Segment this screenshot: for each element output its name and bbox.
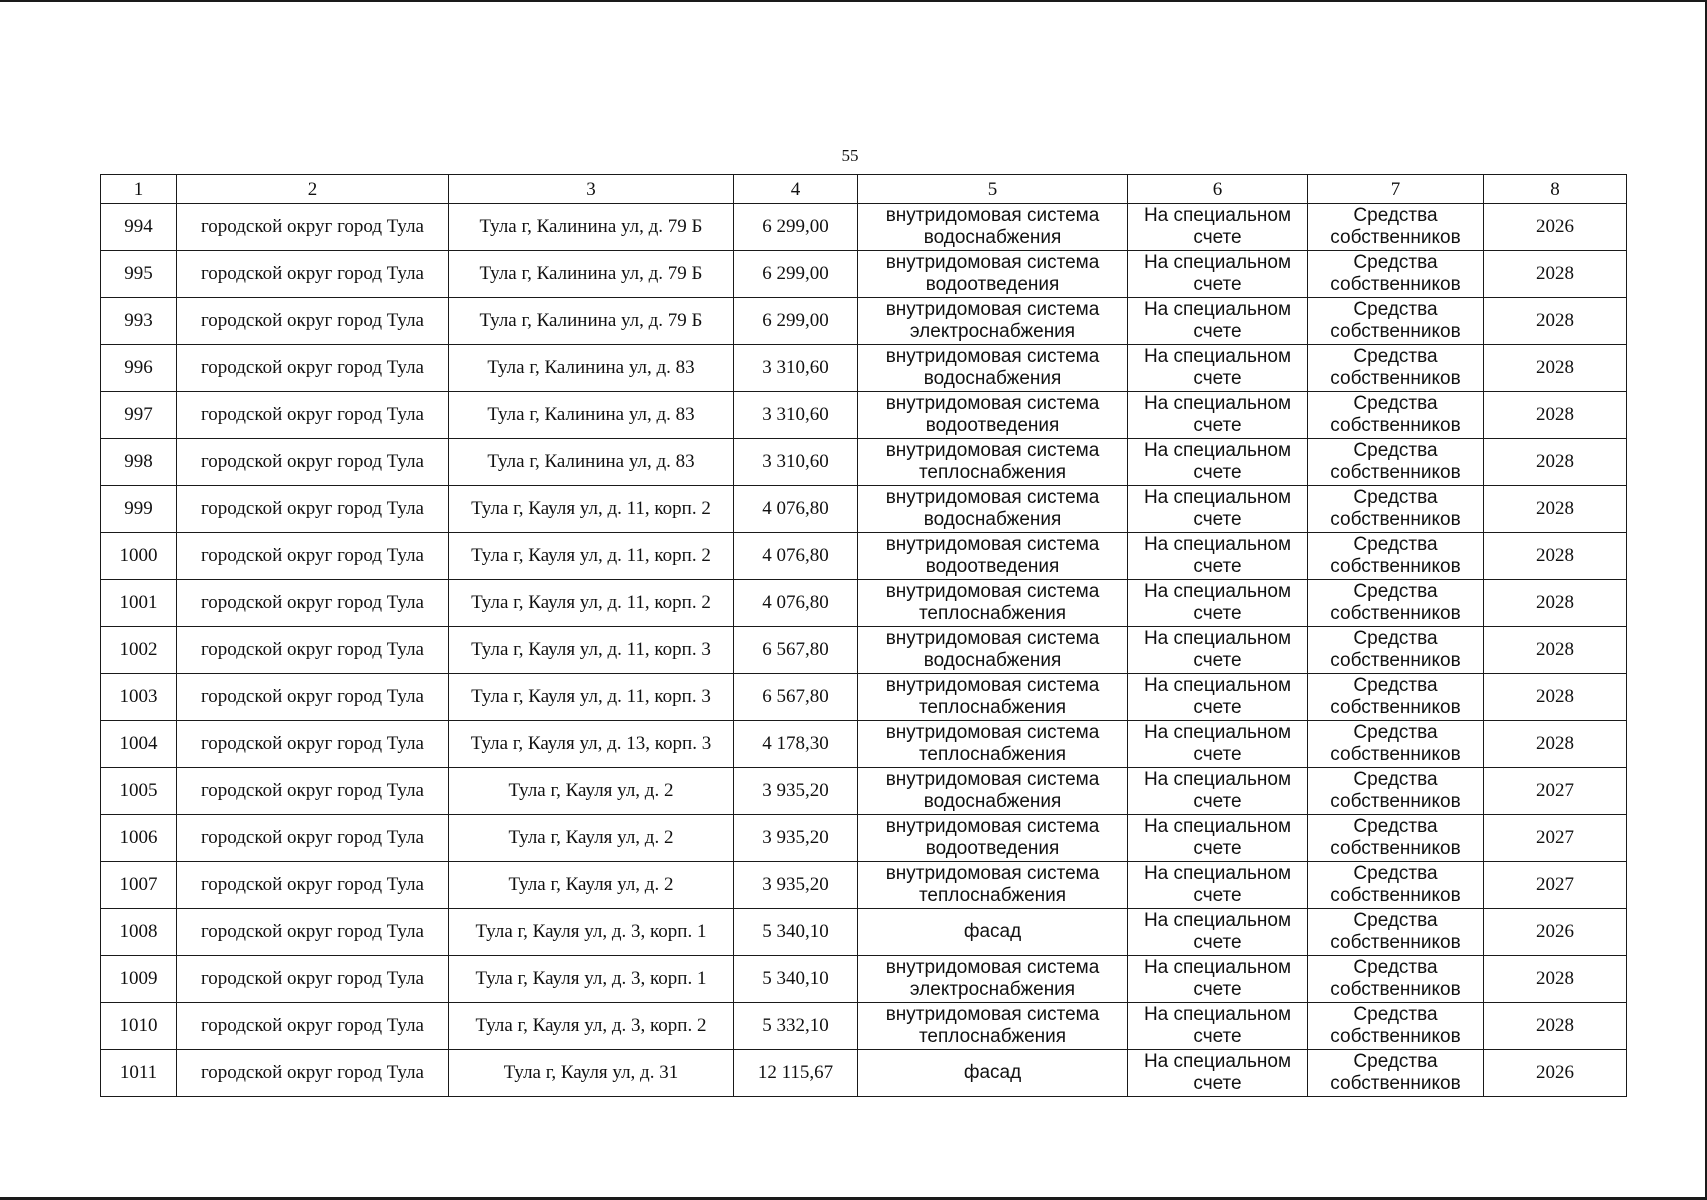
row-number: 1000 (101, 533, 177, 580)
account-line: На специальном (1143, 722, 1292, 744)
table-row (101, 204, 1627, 251)
system-line: водоснабжения (923, 791, 1062, 812)
account-cell (1128, 627, 1308, 674)
system-line: водоотведения (925, 556, 1060, 577)
municipality-cell: городской округ город Тула (177, 768, 449, 815)
year-cell: 2028 (1484, 627, 1627, 674)
municipality-cell: городской округ город Тула (177, 909, 449, 956)
source-line: собственников (1330, 697, 1461, 718)
address-cell: Тула г, Калинина ул, д. 83 (449, 345, 734, 392)
work-type-cell (858, 674, 1128, 721)
funding-source-cell (1308, 768, 1484, 815)
cost-cell: 12 115,67 (734, 1050, 858, 1097)
municipality-cell: городской округ город Тула (177, 392, 449, 439)
system-line: внутридомовая система (885, 957, 1100, 979)
account-line: счете (1193, 697, 1242, 718)
account-line: счете (1193, 744, 1242, 765)
source-line: собственников (1330, 1073, 1461, 1094)
system-line: внутридомовая система (885, 393, 1100, 415)
work-type-cell (858, 439, 1128, 486)
municipality-cell: городской округ город Тула (177, 251, 449, 298)
source-line: собственников (1330, 1026, 1461, 1047)
year-cell: 2028 (1484, 298, 1627, 345)
source-line: Средства (1353, 1051, 1438, 1073)
municipality-cell: городской округ город Тула (177, 862, 449, 909)
account-line: На специальном (1143, 1051, 1292, 1073)
address-cell: Тула г, Кауля ул, д. 13, корп. 3 (449, 721, 734, 768)
table-row (101, 486, 1627, 533)
row-number: 993 (101, 298, 177, 345)
source-line: собственников (1330, 415, 1461, 436)
table-row (101, 909, 1627, 956)
system-line: внутридомовая система (885, 346, 1100, 368)
table-row (101, 298, 1627, 345)
account-line: счете (1193, 791, 1242, 812)
row-number: 997 (101, 392, 177, 439)
system-line: внутридомовая система (885, 863, 1100, 885)
system-line: внутридомовая система (885, 769, 1100, 791)
account-cell (1128, 721, 1308, 768)
work-type-cell (858, 580, 1128, 627)
account-cell (1128, 815, 1308, 862)
cost-cell: 6 299,00 (734, 298, 858, 345)
account-line: счете (1193, 321, 1242, 342)
account-line: На специальном (1143, 863, 1292, 885)
row-number: 998 (101, 439, 177, 486)
source-line: собственников (1330, 838, 1461, 859)
account-cell (1128, 204, 1308, 251)
cost-cell: 4 076,80 (734, 533, 858, 580)
account-cell (1128, 533, 1308, 580)
row-number: 1002 (101, 627, 177, 674)
source-line: Средства (1353, 957, 1438, 979)
address-cell: Тула г, Калинина ул, д. 79 Б (449, 204, 734, 251)
source-line: Средства (1353, 628, 1438, 650)
address-cell: Тула г, Калинина ул, д. 83 (449, 439, 734, 486)
account-line: счете (1193, 885, 1242, 906)
account-line: На специальном (1143, 816, 1292, 838)
account-line: счете (1193, 509, 1242, 530)
row-number: 1007 (101, 862, 177, 909)
cost-cell: 3 935,20 (734, 862, 858, 909)
system-line: внутридомовая система (885, 722, 1100, 744)
system-line: внутридомовая система (885, 1004, 1100, 1026)
column-header: 3 (449, 175, 734, 204)
system-line: фасад (963, 921, 1022, 943)
funding-source-cell (1308, 345, 1484, 392)
work-type-cell (858, 862, 1128, 909)
table-row (101, 862, 1627, 909)
work-type-cell (858, 251, 1128, 298)
system-line: водоснабжения (923, 227, 1062, 248)
source-line: Средства (1353, 675, 1438, 697)
table-row (101, 815, 1627, 862)
cost-cell: 5 340,10 (734, 909, 858, 956)
system-line: внутридомовая система (885, 440, 1100, 462)
municipality-cell: городской округ город Тула (177, 533, 449, 580)
address-cell: Тула г, Калинина ул, д. 83 (449, 392, 734, 439)
cost-cell: 4 076,80 (734, 580, 858, 627)
year-cell: 2027 (1484, 862, 1627, 909)
municipality-cell: городской округ город Тула (177, 439, 449, 486)
row-number: 1004 (101, 721, 177, 768)
table-row (101, 533, 1627, 580)
account-line: На специальном (1143, 440, 1292, 462)
municipality-cell: городской округ город Тула (177, 956, 449, 1003)
cost-cell: 6 299,00 (734, 251, 858, 298)
funding-source-cell (1308, 1050, 1484, 1097)
system-line: водоснабжения (923, 509, 1062, 530)
table-row (101, 1050, 1627, 1097)
work-type-cell (858, 1050, 1128, 1097)
municipality-cell: городской округ город Тула (177, 721, 449, 768)
account-line: На специальном (1143, 628, 1292, 650)
year-cell: 2028 (1484, 486, 1627, 533)
year-cell: 2028 (1484, 721, 1627, 768)
work-type-cell (858, 533, 1128, 580)
column-header: 2 (177, 175, 449, 204)
system-line: водоотведения (925, 838, 1060, 859)
account-line: счете (1193, 603, 1242, 624)
source-line: собственников (1330, 368, 1461, 389)
municipality-cell: городской округ город Тула (177, 486, 449, 533)
account-cell (1128, 251, 1308, 298)
account-cell (1128, 439, 1308, 486)
system-line: теплоснабжения (918, 885, 1067, 906)
table-row (101, 768, 1627, 815)
repair-registry-table (100, 174, 1627, 1097)
system-line: водоснабжения (923, 368, 1062, 389)
funding-source-cell (1308, 204, 1484, 251)
system-line: водоотведения (925, 274, 1060, 295)
source-line: собственников (1330, 462, 1461, 483)
row-number: 1008 (101, 909, 177, 956)
row-number: 1009 (101, 956, 177, 1003)
funding-source-cell (1308, 909, 1484, 956)
cost-cell: 3 310,60 (734, 345, 858, 392)
municipality-cell: городской округ город Тула (177, 298, 449, 345)
system-line: внутридомовая система (885, 299, 1100, 321)
municipality-cell: городской округ город Тула (177, 1003, 449, 1050)
funding-source-cell (1308, 392, 1484, 439)
funding-source-cell (1308, 533, 1484, 580)
year-cell: 2027 (1484, 815, 1627, 862)
row-number: 999 (101, 486, 177, 533)
funding-source-cell (1308, 298, 1484, 345)
year-cell: 2028 (1484, 580, 1627, 627)
row-number: 995 (101, 251, 177, 298)
system-line: теплоснабжения (918, 462, 1067, 483)
year-cell: 2026 (1484, 204, 1627, 251)
account-line: На специальном (1143, 581, 1292, 603)
work-type-cell (858, 956, 1128, 1003)
municipality-cell: городской округ город Тула (177, 204, 449, 251)
account-line: счете (1193, 1026, 1242, 1047)
scan-edge-top (0, 0, 1707, 2)
system-line: внутридомовая система (885, 487, 1100, 509)
table-row (101, 674, 1627, 721)
table-row (101, 439, 1627, 486)
funding-source-cell (1308, 721, 1484, 768)
year-cell: 2027 (1484, 768, 1627, 815)
account-line: На специальном (1143, 487, 1292, 509)
work-type-cell (858, 204, 1128, 251)
source-line: собственников (1330, 932, 1461, 953)
source-line: Средства (1353, 534, 1438, 556)
funding-source-cell (1308, 251, 1484, 298)
funding-source-cell (1308, 627, 1484, 674)
work-type-cell (858, 815, 1128, 862)
cost-cell: 3 310,60 (734, 439, 858, 486)
row-number: 1006 (101, 815, 177, 862)
source-line: собственников (1330, 321, 1461, 342)
source-line: Средства (1353, 581, 1438, 603)
row-number: 994 (101, 204, 177, 251)
cost-cell: 6 567,80 (734, 627, 858, 674)
account-line: На специальном (1143, 346, 1292, 368)
column-number-row (101, 175, 1627, 204)
account-line: счете (1193, 415, 1242, 436)
work-type-cell (858, 392, 1128, 439)
system-line: внутридомовая система (885, 534, 1100, 556)
source-line: собственников (1330, 791, 1461, 812)
system-line: внутридомовая система (885, 628, 1100, 650)
source-line: собственников (1330, 603, 1461, 624)
cost-cell: 6 299,00 (734, 204, 858, 251)
column-header: 5 (858, 175, 1128, 204)
year-cell: 2028 (1484, 956, 1627, 1003)
year-cell: 2028 (1484, 345, 1627, 392)
account-line: На специальном (1143, 534, 1292, 556)
system-line: фасад (963, 1062, 1022, 1084)
account-cell (1128, 674, 1308, 721)
system-line: внутридомовая система (885, 205, 1100, 227)
column-header: 4 (734, 175, 858, 204)
funding-source-cell (1308, 486, 1484, 533)
funding-source-cell (1308, 674, 1484, 721)
source-line: Средства (1353, 722, 1438, 744)
account-line: На специальном (1143, 910, 1292, 932)
table-row (101, 721, 1627, 768)
funding-source-cell (1308, 815, 1484, 862)
source-line: Средства (1353, 299, 1438, 321)
cost-cell: 5 340,10 (734, 956, 858, 1003)
work-type-cell (858, 1003, 1128, 1050)
cost-cell: 4 178,30 (734, 721, 858, 768)
account-line: На специальном (1143, 205, 1292, 227)
source-line: Средства (1353, 1004, 1438, 1026)
source-line: Средства (1353, 440, 1438, 462)
work-type-cell (858, 345, 1128, 392)
work-type-cell (858, 909, 1128, 956)
address-cell: Тула г, Кауля ул, д. 31 (449, 1050, 734, 1097)
address-cell: Тула г, Кауля ул, д. 11, корп. 2 (449, 533, 734, 580)
account-line: На специальном (1143, 675, 1292, 697)
municipality-cell: городской округ город Тула (177, 815, 449, 862)
year-cell: 2026 (1484, 909, 1627, 956)
address-cell: Тула г, Кауля ул, д. 2 (449, 815, 734, 862)
source-line: собственников (1330, 227, 1461, 248)
municipality-cell: городской округ город Тула (177, 1050, 449, 1097)
account-cell (1128, 862, 1308, 909)
account-line: На специальном (1143, 252, 1292, 274)
address-cell: Тула г, Калинина ул, д. 79 Б (449, 251, 734, 298)
account-line: На специальном (1143, 1004, 1292, 1026)
funding-source-cell (1308, 956, 1484, 1003)
source-line: собственников (1330, 274, 1461, 295)
system-line: теплоснабжения (918, 697, 1067, 718)
year-cell: 2028 (1484, 439, 1627, 486)
table-row (101, 345, 1627, 392)
work-type-cell (858, 298, 1128, 345)
source-line: Средства (1353, 252, 1438, 274)
system-line: теплоснабжения (918, 744, 1067, 765)
account-line: счете (1193, 462, 1242, 483)
address-cell: Тула г, Кауля ул, д. 2 (449, 768, 734, 815)
account-line: счете (1193, 932, 1242, 953)
address-cell: Тула г, Кауля ул, д. 11, корп. 3 (449, 674, 734, 721)
account-line: счете (1193, 368, 1242, 389)
cost-cell: 3 935,20 (734, 768, 858, 815)
funding-source-cell (1308, 580, 1484, 627)
row-number: 1011 (101, 1050, 177, 1097)
source-line: Средства (1353, 346, 1438, 368)
address-cell: Тула г, Кауля ул, д. 11, корп. 2 (449, 486, 734, 533)
row-number: 1003 (101, 674, 177, 721)
source-line: Средства (1353, 487, 1438, 509)
table-row (101, 1003, 1627, 1050)
address-cell: Тула г, Кауля ул, д. 3, корп. 1 (449, 956, 734, 1003)
table-row (101, 251, 1627, 298)
column-header: 6 (1128, 175, 1308, 204)
year-cell: 2028 (1484, 392, 1627, 439)
address-cell: Тула г, Кауля ул, д. 3, корп. 2 (449, 1003, 734, 1050)
year-cell: 2028 (1484, 251, 1627, 298)
source-line: собственников (1330, 509, 1461, 530)
account-cell (1128, 956, 1308, 1003)
account-line: счете (1193, 979, 1242, 1000)
source-line: собственников (1330, 744, 1461, 765)
page-number: 55 (841, 146, 859, 165)
cost-cell: 6 567,80 (734, 674, 858, 721)
address-cell: Тула г, Кауля ул, д. 11, корп. 3 (449, 627, 734, 674)
address-cell: Тула г, Кауля ул, д. 11, корп. 2 (449, 580, 734, 627)
source-line: собственников (1330, 979, 1461, 1000)
account-line: счете (1193, 650, 1242, 671)
municipality-cell: городской округ город Тула (177, 345, 449, 392)
municipality-cell: городской округ город Тула (177, 674, 449, 721)
source-line: Средства (1353, 863, 1438, 885)
system-line: водоотведения (925, 415, 1060, 436)
account-cell (1128, 1003, 1308, 1050)
account-line: счете (1193, 274, 1242, 295)
column-header: 7 (1308, 175, 1484, 204)
funding-source-cell (1308, 1003, 1484, 1050)
work-type-cell (858, 768, 1128, 815)
work-type-cell (858, 721, 1128, 768)
municipality-cell: городской округ город Тула (177, 627, 449, 674)
system-line: внутридомовая система (885, 581, 1100, 603)
account-line: На специальном (1143, 299, 1292, 321)
source-line: собственников (1330, 650, 1461, 671)
column-header: 8 (1484, 175, 1627, 204)
row-number: 1010 (101, 1003, 177, 1050)
funding-source-cell (1308, 862, 1484, 909)
cost-cell: 3 935,20 (734, 815, 858, 862)
account-line: На специальном (1143, 957, 1292, 979)
work-type-cell (858, 486, 1128, 533)
account-cell (1128, 392, 1308, 439)
year-cell: 2028 (1484, 1003, 1627, 1050)
row-number: 1001 (101, 580, 177, 627)
address-cell: Тула г, Кауля ул, д. 2 (449, 862, 734, 909)
account-cell (1128, 486, 1308, 533)
table-row (101, 580, 1627, 627)
account-line: счете (1193, 556, 1242, 577)
source-line: собственников (1330, 885, 1461, 906)
account-cell (1128, 345, 1308, 392)
address-cell: Тула г, Калинина ул, д. 79 Б (449, 298, 734, 345)
source-line: собственников (1330, 556, 1461, 577)
system-line: теплоснабжения (918, 1026, 1067, 1047)
account-line: счете (1193, 227, 1242, 248)
source-line: Средства (1353, 816, 1438, 838)
source-line: Средства (1353, 769, 1438, 791)
row-number: 996 (101, 345, 177, 392)
source-line: Средства (1353, 393, 1438, 415)
system-line: теплоснабжения (918, 603, 1067, 624)
source-line: Средства (1353, 910, 1438, 932)
year-cell: 2028 (1484, 674, 1627, 721)
cost-cell: 5 332,10 (734, 1003, 858, 1050)
row-number: 1005 (101, 768, 177, 815)
source-line: Средства (1353, 205, 1438, 227)
account-cell (1128, 1050, 1308, 1097)
account-line: На специальном (1143, 769, 1292, 791)
address-cell: Тула г, Кауля ул, д. 3, корп. 1 (449, 909, 734, 956)
year-cell: 2028 (1484, 533, 1627, 580)
system-line: внутридомовая система (885, 675, 1100, 697)
account-cell (1128, 909, 1308, 956)
account-line: счете (1193, 1073, 1242, 1094)
table-row (101, 392, 1627, 439)
funding-source-cell (1308, 439, 1484, 486)
account-cell (1128, 298, 1308, 345)
system-line: внутридомовая система (885, 252, 1100, 274)
column-header: 1 (101, 175, 177, 204)
cost-cell: 3 310,60 (734, 392, 858, 439)
work-type-cell (858, 627, 1128, 674)
system-line: электроснабжения (909, 979, 1076, 1000)
table-row (101, 627, 1627, 674)
cost-cell: 4 076,80 (734, 486, 858, 533)
system-line: водоснабжения (923, 650, 1062, 671)
system-line: электроснабжения (909, 321, 1076, 342)
municipality-cell: городской округ город Тула (177, 580, 449, 627)
account-line: На специальном (1143, 393, 1292, 415)
account-line: счете (1193, 838, 1242, 859)
system-line: внутридомовая система (885, 816, 1100, 838)
account-cell (1128, 580, 1308, 627)
year-cell: 2026 (1484, 1050, 1627, 1097)
table-row (101, 956, 1627, 1003)
account-cell (1128, 768, 1308, 815)
